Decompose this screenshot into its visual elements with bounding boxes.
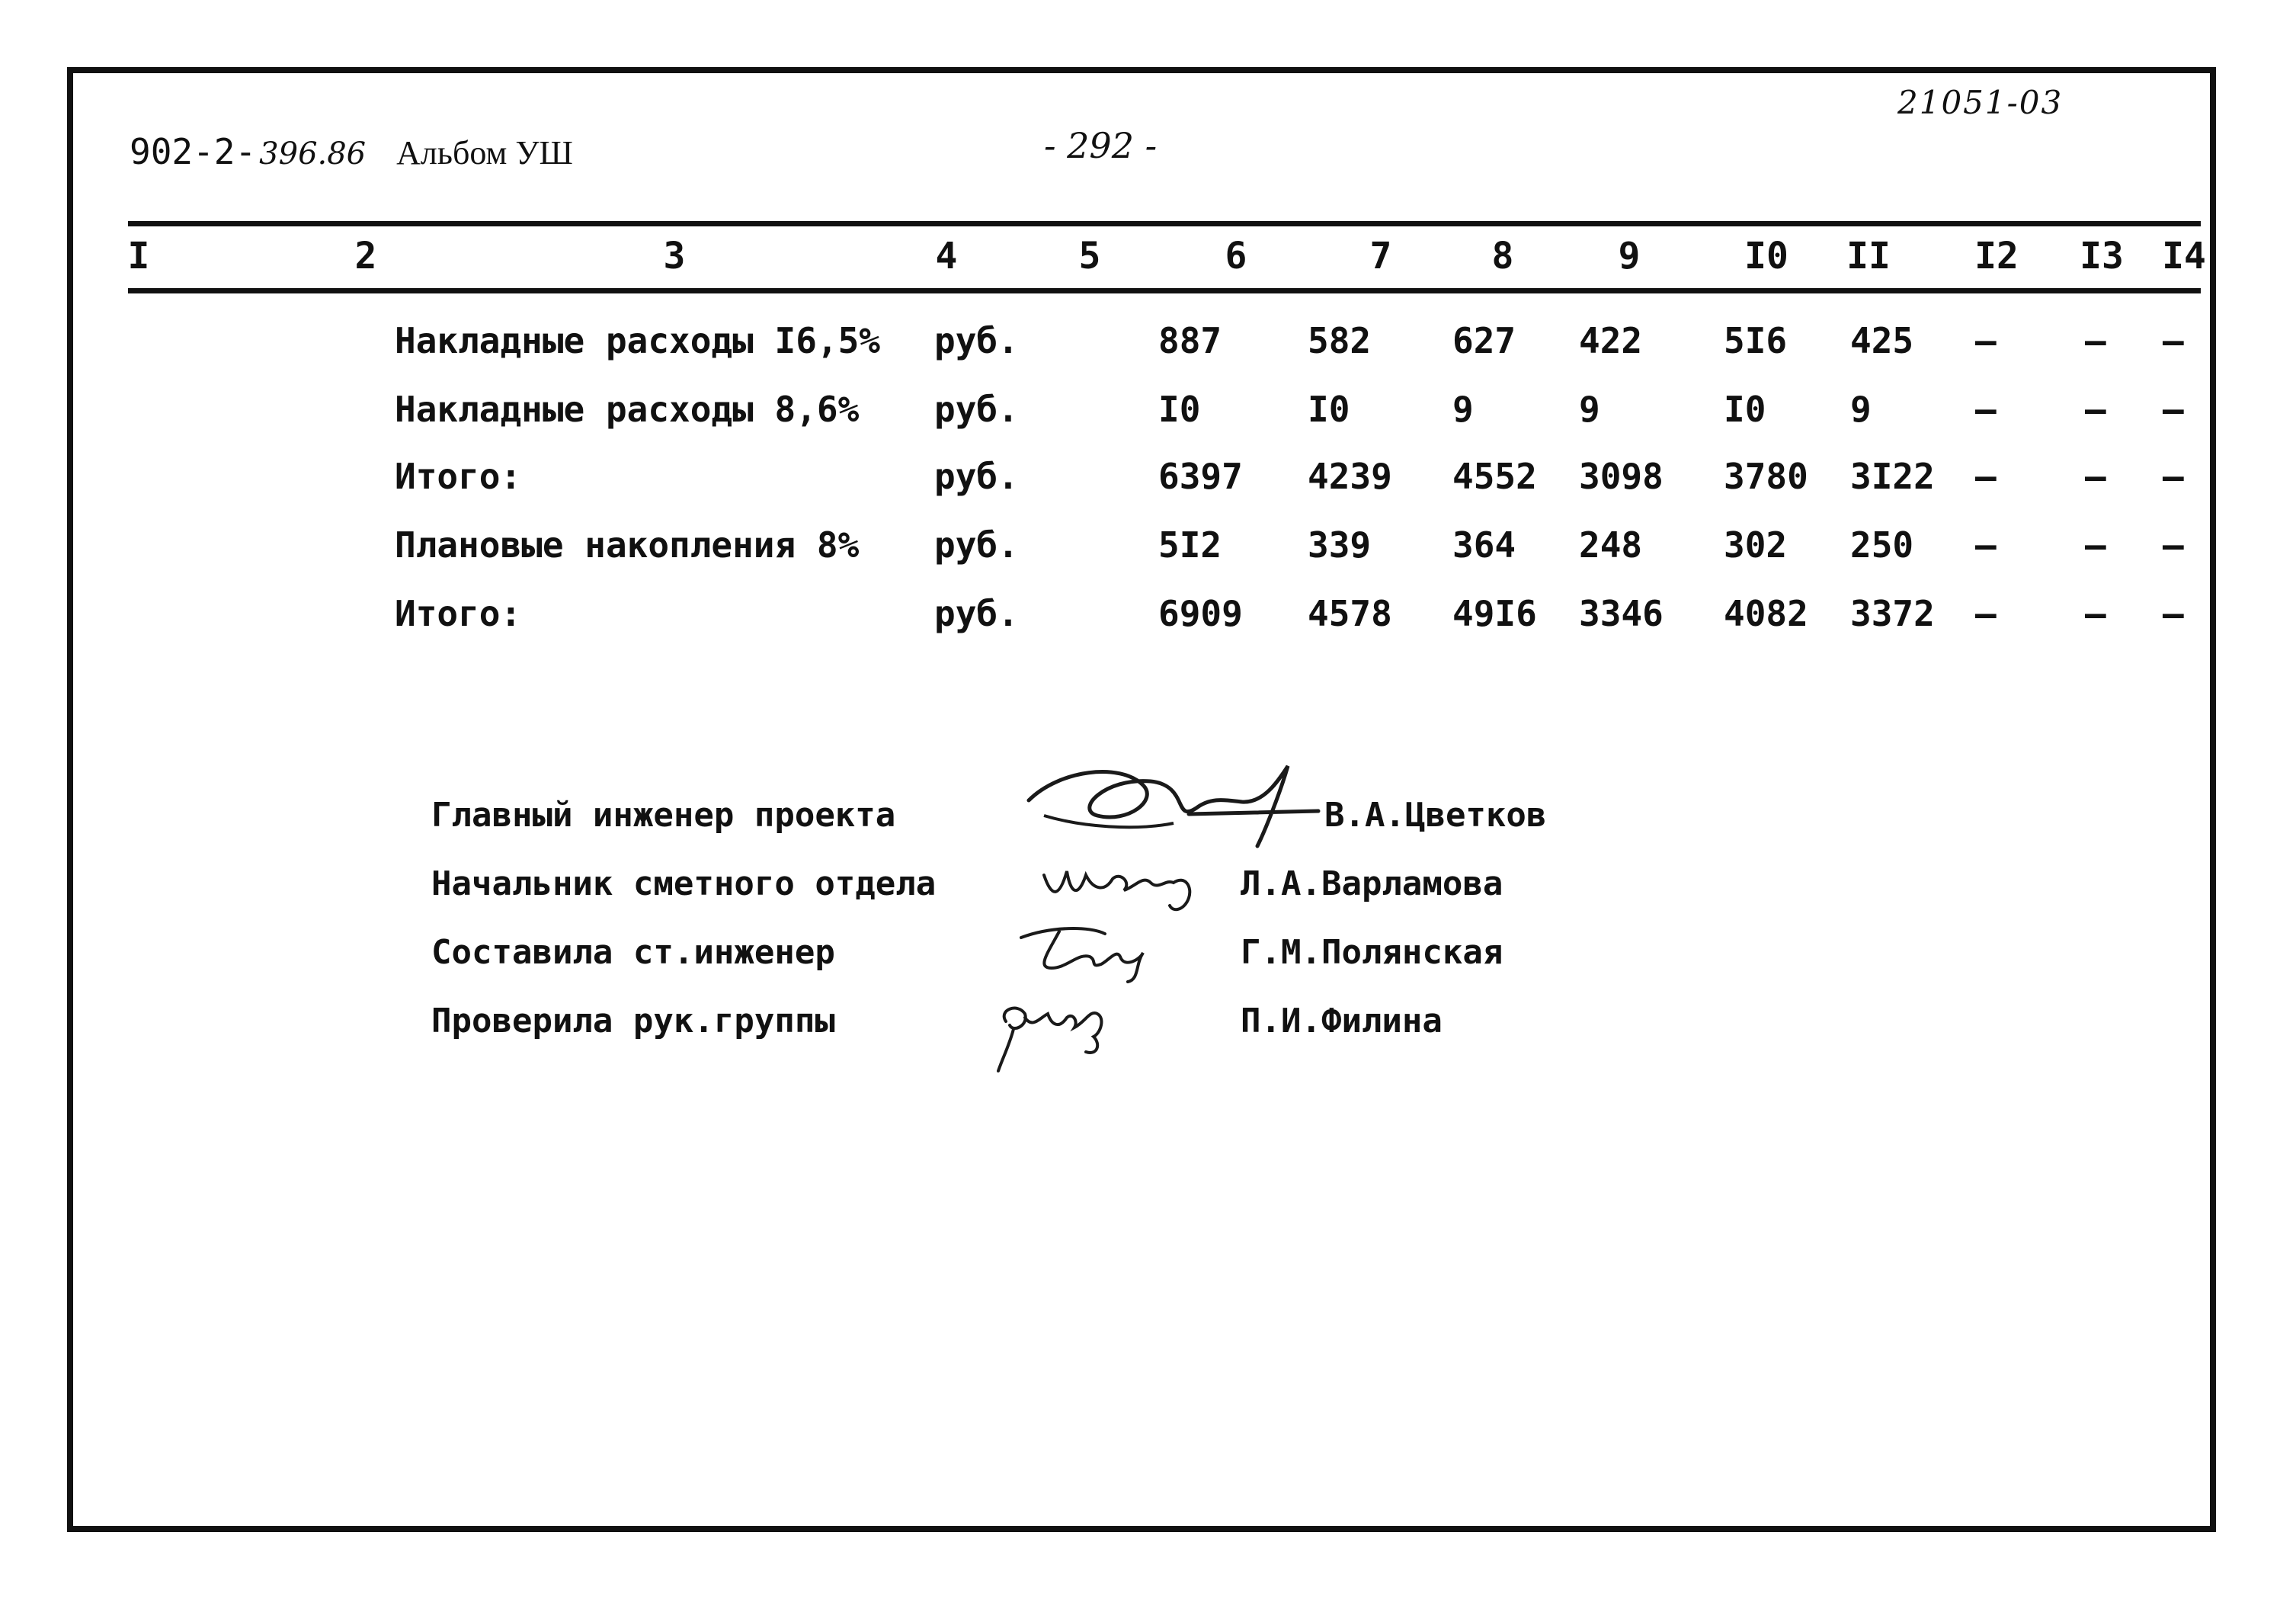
document-code [130, 131, 573, 172]
column-number: 5 [1078, 235, 1101, 277]
row-value: – [1975, 389, 1997, 430]
column-number: I3 [2080, 235, 2124, 277]
row-value: 4082 [1724, 593, 1808, 634]
row-value: – [2163, 320, 2184, 361]
row-value: 9 [1850, 389, 1872, 430]
row-value: 627 [1452, 320, 1516, 361]
row-value: – [1975, 456, 1997, 497]
row-unit: руб. [934, 593, 1019, 634]
row-value: 49I6 [1452, 593, 1537, 634]
signature-name: Г.М.Полянская [1241, 933, 1503, 972]
signature-role: Составила ст.инженер [431, 933, 835, 972]
row-value: – [2163, 593, 2184, 634]
row-value: 5I6 [1724, 320, 1788, 361]
document-code-prefix: 902-2- [130, 131, 257, 172]
row-value: 302 [1724, 524, 1788, 566]
row-unit: руб. [934, 320, 1019, 361]
row-label: Итого: [395, 593, 522, 634]
row-value: 248 [1579, 524, 1643, 566]
signature-mark-estimates-head [1036, 845, 1227, 921]
header-rule-bottom [128, 288, 2201, 293]
row-value: – [1975, 320, 1997, 361]
signature-mark-group-lead [983, 983, 1158, 1082]
row-unit: руб. [934, 389, 1019, 430]
column-number: 3 [663, 235, 686, 277]
signature-name: П.И.Филина [1241, 1002, 1443, 1040]
column-number: I2 [1974, 235, 2019, 277]
signature-name: Л.А.Варламова [1241, 864, 1503, 903]
column-number: 2 [354, 235, 377, 277]
signature-name: В.А.Цветков [1324, 796, 1547, 835]
row-value: – [1975, 593, 1997, 634]
row-unit: руб. [934, 456, 1019, 497]
row-value: 4552 [1452, 456, 1537, 497]
signature-role: Проверила рук.группы [431, 1002, 835, 1040]
signature-role: Начальник сметного отдела [431, 864, 937, 903]
row-label: Накладные расходы I6,5% [395, 320, 880, 361]
document-code-handwritten: 396.86 [259, 136, 367, 172]
row-value: 6909 [1158, 593, 1243, 634]
row-value: 422 [1579, 320, 1643, 361]
page-number: - 292 - [1044, 125, 1158, 166]
row-unit: руб. [934, 524, 1019, 566]
row-value: 887 [1158, 320, 1222, 361]
album-label: Альбом УШ [396, 134, 573, 172]
row-value: 425 [1850, 320, 1914, 361]
signature-role: Главный инженер проекта [431, 796, 896, 835]
row-value: 4578 [1308, 593, 1392, 634]
column-number: 4 [935, 235, 958, 277]
row-label: Плановые накопления 8% [395, 524, 860, 566]
column-number: 7 [1369, 235, 1392, 277]
column-number: II [1846, 235, 1891, 277]
row-value: – [2163, 389, 2184, 430]
archive-number: 21051-03 [1897, 84, 2064, 121]
row-value: 6397 [1158, 456, 1243, 497]
row-value: 3780 [1724, 456, 1808, 497]
row-value: 3098 [1579, 456, 1664, 497]
column-number: I [127, 235, 150, 277]
column-number: I4 [2162, 235, 2206, 277]
row-label: Накладные расходы 8,6% [395, 389, 860, 430]
row-value: 9 [1452, 389, 1474, 430]
row-value: – [2085, 320, 2106, 361]
header-rule-top [128, 221, 2201, 226]
row-value: I0 [1158, 389, 1201, 430]
row-value: – [2163, 456, 2184, 497]
row-value: – [2085, 593, 2106, 634]
column-number: 8 [1491, 235, 1514, 277]
column-number: I0 [1744, 235, 1788, 277]
row-value: 3I22 [1850, 456, 1935, 497]
row-value: – [1975, 524, 1997, 566]
row-label: Итого: [395, 456, 522, 497]
row-value: – [2085, 456, 2106, 497]
row-value: 4239 [1308, 456, 1392, 497]
row-value: I0 [1724, 389, 1766, 430]
row-value: 364 [1452, 524, 1516, 566]
row-value: 339 [1308, 524, 1372, 566]
row-value: 250 [1850, 524, 1914, 566]
row-value: – [2085, 389, 2106, 430]
row-value: 3346 [1579, 593, 1664, 634]
signature-mark-compiler [1006, 915, 1181, 991]
row-value: I0 [1308, 389, 1350, 430]
row-value: – [2085, 524, 2106, 566]
row-value: 9 [1579, 389, 1600, 430]
column-number: 9 [1618, 235, 1641, 277]
row-value: 582 [1308, 320, 1372, 361]
row-value: 5I2 [1158, 524, 1222, 566]
row-value: – [2163, 524, 2184, 566]
row-value: 3372 [1850, 593, 1935, 634]
column-number: 6 [1225, 235, 1247, 277]
